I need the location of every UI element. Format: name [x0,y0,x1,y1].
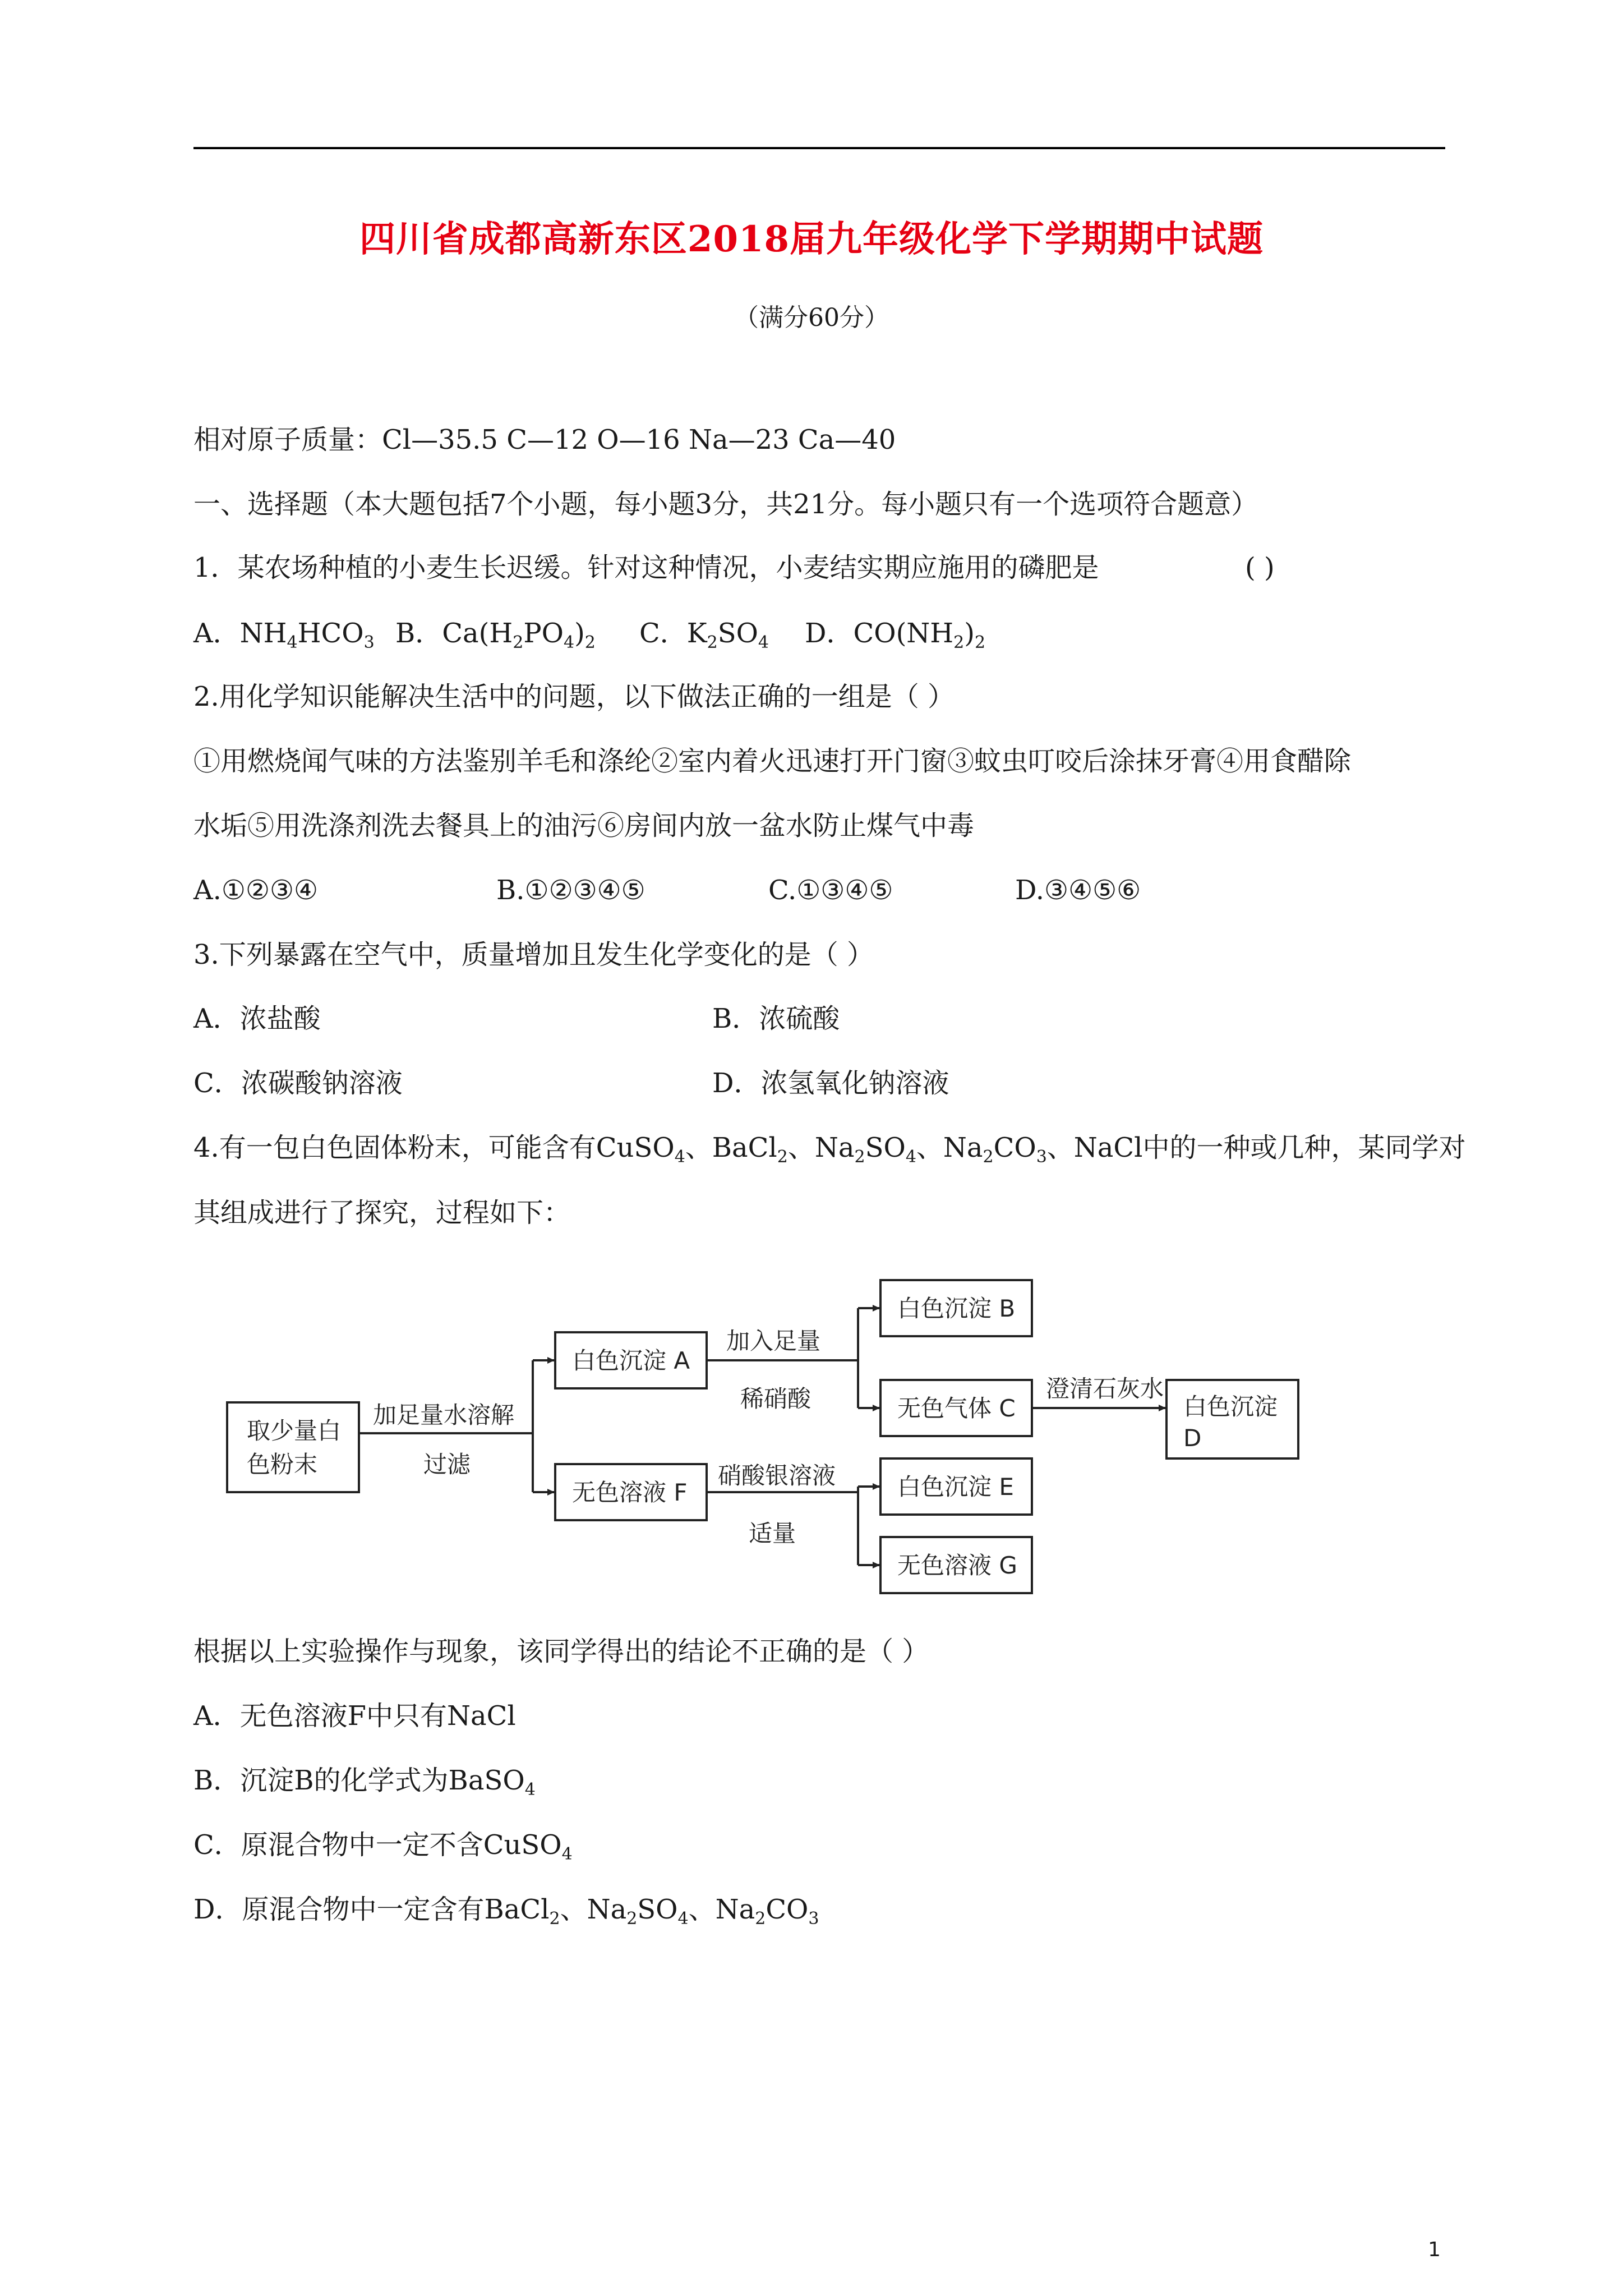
step3-top-label: 硝酸银溶液 [718,1462,836,1489]
q4-option-c: C．原混合物中一定不含CuSO$_4$ [193,1829,573,1864]
box-c-label: 无色气体 C [897,1395,1016,1422]
box-g-label: 无色溶液 G [897,1552,1017,1579]
q3-option-a: A．浓盐酸 [193,1003,321,1034]
q4-stem-line2: 其组成进行了探究，过程如下： [193,1197,571,1228]
q3-option-d: D．浓氢氧化钠溶液 [712,1068,949,1099]
start-label-l1: 取少量白 [247,1417,342,1444]
box-d-label-l1: 白色沉淀 [1183,1393,1278,1420]
step2-top-label: 加入足量 [726,1327,821,1355]
box-f-label: 无色溶液 F [572,1479,688,1506]
step4-label: 澄清石灰水 [1046,1375,1164,1402]
q2-option-c: C.①③④⑤ [768,875,893,906]
q3-option-b: B．浓硫酸 [712,1003,840,1034]
q2-items-line1: ①用燃烧闻气味的方法鉴别羊毛和涤纶②室内着火迅速打开门窗③蚊虫叮咬后涂抹牙膏④用食醋除 [193,746,1352,777]
q3-option-c: C．浓碳酸钠溶液 [193,1068,403,1099]
atomic-mass-line: 相对原子质量：Cl—35.5 C—12 O—16 Na—23 Ca—40 [193,424,896,455]
q4-stem-line1: 4.有一包白色固体粉末，可能含有CuSO$_4$、BaCl$_2$、$Na_2SO_4$、$Na_2CO_3$、NaCl中的一种或几种，某同学对 [193,1132,1466,1167]
section-heading: 一、选择题（本大题包括7个小题，每小题3分，共21分。每小题只有一个选项符合题意） [193,489,1258,520]
q2-option-d: D.③④⑤⑥ [1015,875,1141,906]
q1-option-b: B．$Ca(H_2PO_4)_2$ [395,618,596,652]
step1-top-label: 加足量水溶解 [373,1401,515,1429]
box-b-label: 白色沉淀 B [897,1295,1016,1322]
box-e-label: 白色沉淀 E [897,1473,1014,1501]
q4-option-d: D．原混合物中一定含有BaCl$_2$、$Na_2SO_4$、$Na_2CO_3$ [193,1894,819,1929]
q2-items-line2: 水垢⑤用洗涤剂洗去餐具上的油污⑥房间内放一盆水防止煤气中毒 [193,810,975,841]
q2-stem: 2.用化学知识能解决生活中的问题，以下做法正确的一组是（ ） [193,681,955,712]
q1-answer-paren: ( ) [1245,552,1275,583]
q2-option-a: A.①②③④ [193,875,319,906]
box-start [227,1402,359,1492]
q1-option-c: C．$K_2SO_4$ [639,618,769,652]
box-a-label: 白色沉淀 A [572,1347,690,1374]
page-number: 1 [1428,2238,1441,2261]
q4-option-a: A．无色溶液F中只有NaCl [193,1700,516,1732]
q4-question: 根据以上实验操作与现象，该同学得出的结论不正确的是（ ） [193,1636,929,1667]
box-d-label-l2: D [1183,1424,1202,1452]
q1-stem: 1．某农场种植的小麦生长迟缓。针对这种情况，小麦结实期应施用的磷肥是 [193,552,1099,583]
q3-stem: 3.下列暴露在空气中，质量增加且发生化学变化的是（ ） [193,939,874,970]
step3-bottom-label: 适量 [749,1520,796,1547]
q1-option-d: D．$CO(NH_2)_2$ [805,618,986,652]
step1-bottom-label: 过滤 [423,1451,471,1478]
step2-bottom-label: 稀硝酸 [740,1385,811,1412]
exam-title: 四川省成都高新东区2018届九年级化学下学期期中试题 [359,218,1264,260]
start-label-l2: 色粉末 [247,1451,318,1478]
q2-option-b: B.①②③④⑤ [496,875,645,906]
q1-option-a: A．$NH_4HCO_3$ [193,618,375,652]
q4-option-b: B．沉淀B的化学式为BaSO$_4$ [193,1765,536,1800]
exam-subtitle: （满分60分） [734,303,889,332]
